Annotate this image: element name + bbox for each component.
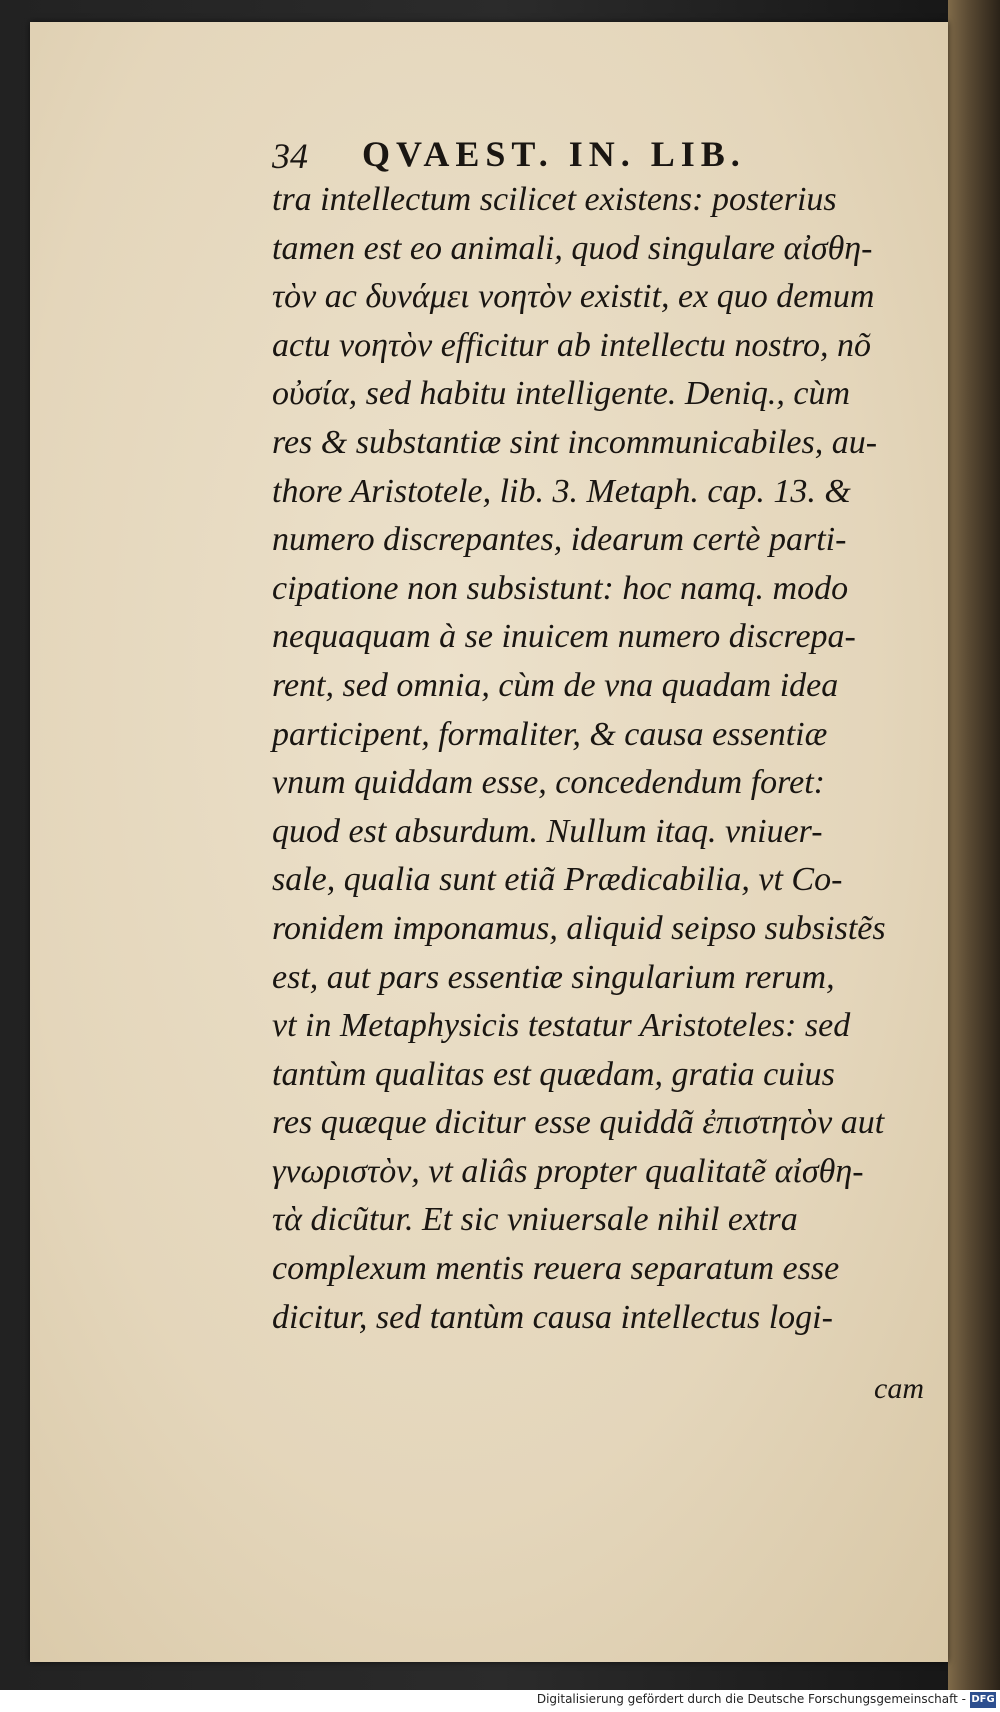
page-edge	[948, 0, 1000, 1690]
text-line: res quæque dicitur esse quiddã ἐπιστητὸν aut	[272, 1104, 885, 1142]
text-line: οὐσία, sed habitu intelligente. Deniq., cùm	[272, 375, 851, 413]
text-line: ronidem imponamus, aliquid seipso subsistẽs	[272, 909, 886, 947]
text-line: thore Aristotele, lib. 3. Metaph. cap. 13. &	[272, 472, 851, 510]
running-title: QVAEST. IN. LIB.	[362, 134, 746, 174]
text-line: tantùm qualitas est quædam, gratia cuius	[272, 1055, 835, 1093]
text-line: tra intellectum scilicet existens: posterius	[272, 181, 837, 218]
page-number: 34	[272, 136, 308, 176]
text-line: quod est absurdum. Nullum itaq. vniuer-	[272, 812, 823, 850]
text-line: cipatione non subsistunt: hoc namq. modo	[272, 569, 849, 607]
catchword: cam	[874, 1372, 924, 1405]
text-line: γνωριστὸν, vt aliâs propter qualitatẽ αἰσθη-	[272, 1152, 864, 1190]
text-line: rent, sed omnia, cùm de vna quadam idea	[272, 666, 839, 704]
text-line: τὸν ac δυνάμει νοητὸν existit, ex quo demum	[272, 278, 875, 316]
text-line: complexum mentis reuera separatum esse	[272, 1250, 840, 1288]
text-line: tamen est eo animali, quod singulare αἰσθη-	[272, 229, 873, 267]
text-line: participent, formaliter, & causa essentiæ	[272, 715, 828, 753]
text-line: actu νοητὸν efficitur ab intellectu nostro, nõ	[272, 326, 872, 364]
text-line: res & substantiæ sint incommunicabiles, au-	[272, 423, 878, 461]
text-line: τὰ dicũtur. Et sic vniuersale nihil extra	[272, 1201, 798, 1239]
text-line: nequaquam à se inuicem numero discrepa-	[272, 618, 856, 656]
text-line: vnum quiddam esse, concedendum foret:	[272, 764, 825, 802]
dfg-logo-icon: DFG	[970, 1692, 996, 1708]
funding-notice: Digitalisierung gefördert durch die Deutsche Forschungsgemeinschaft -	[536, 1692, 966, 1706]
text-line: est, aut pars essentiæ singularium rerum,	[272, 958, 835, 996]
text-line: sale, qualia sunt etiã Prædicabilia, vt Co-	[272, 861, 843, 899]
text-line: dicitur, sed tantùm causa intellectus logi-	[272, 1298, 833, 1336]
text-line: numero discrepantes, idearum certè parti-	[272, 521, 847, 559]
text-line: vt in Metaphysicis testatur Aristoteles: sed	[272, 1007, 851, 1045]
footer-band	[0, 1690, 1000, 1712]
body-text	[272, 176, 922, 1342]
